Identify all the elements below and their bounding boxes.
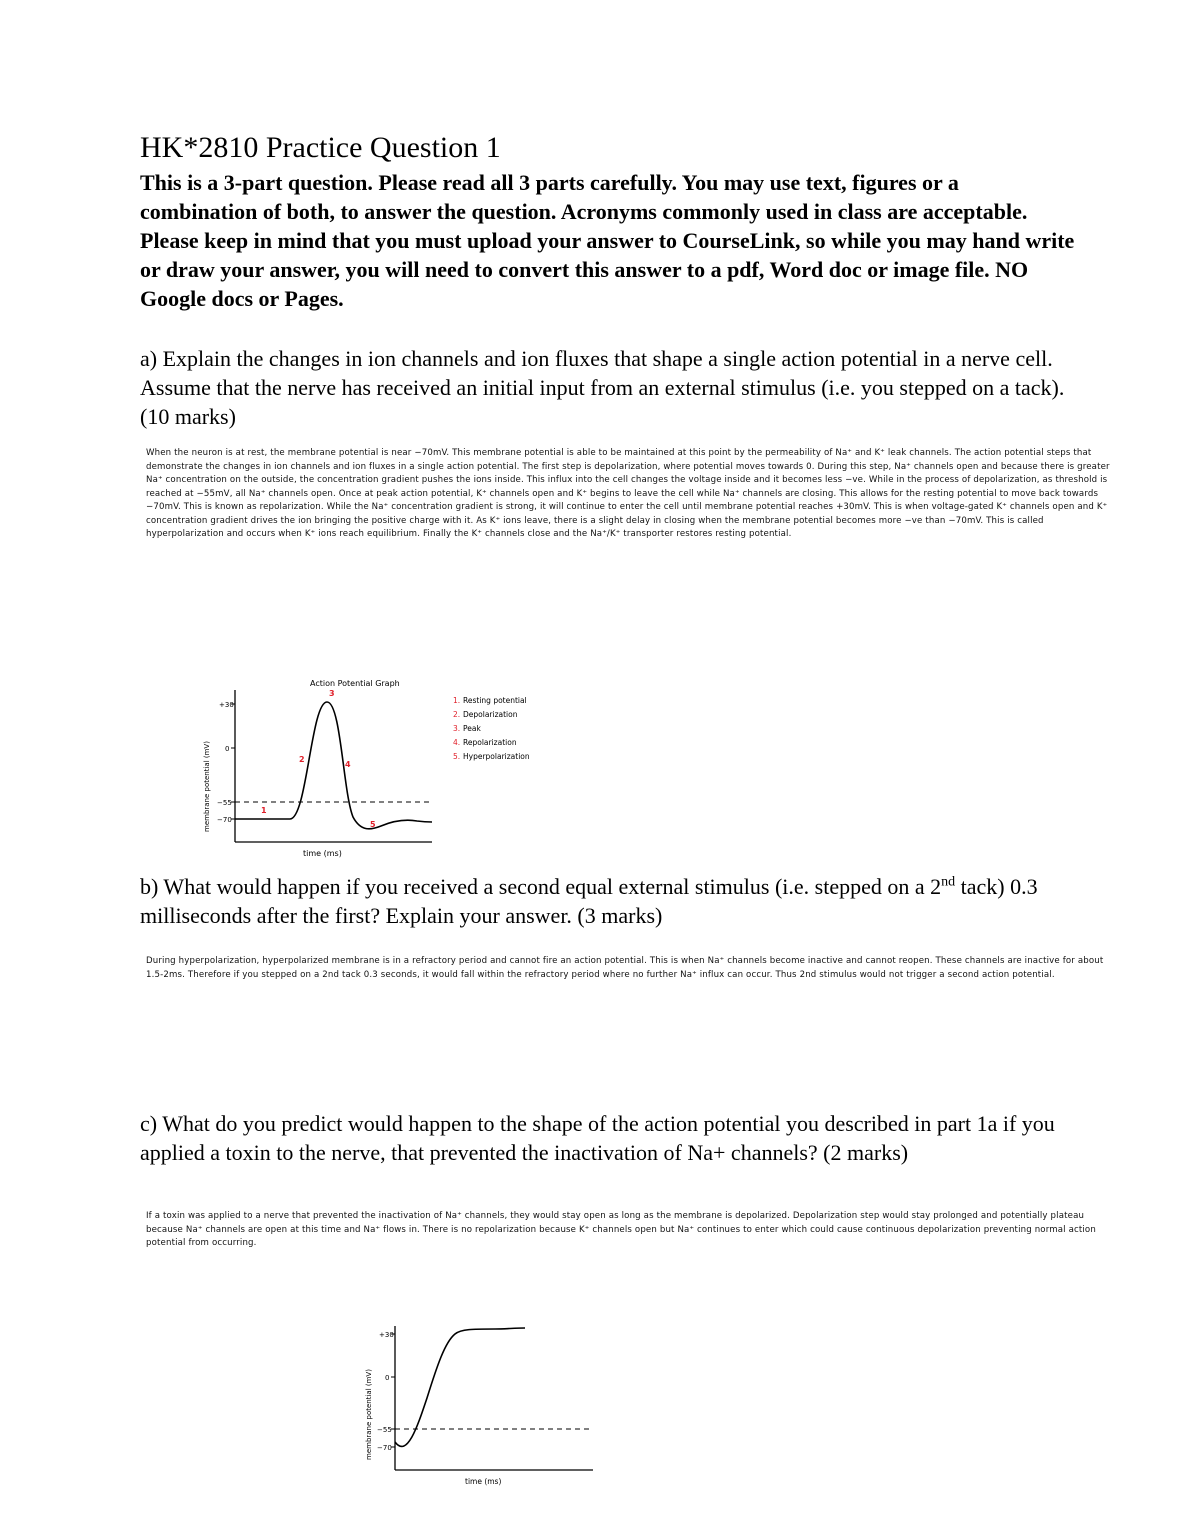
svg-text:Peak: Peak bbox=[463, 724, 481, 733]
y-tick-label: 0 bbox=[385, 1374, 390, 1382]
marker-2: 2 bbox=[299, 755, 305, 764]
answer-a: When the neuron is at rest, the membrane potential is near −70mV. This membrane potential is able to be maintained at this point by the permeability of Na⁺ and K⁺ leak channels. The action potential steps that demonstrate the changes in ion channels and ion fluxes in a single action potential. The first step is depolarization, where potential moves towards 0. During this step, Na⁺ channels open and because there is greater Na⁺ concentration on the outside, the concentration gradient pushes the ions inside. This influx into the cell changes the voltage inside and it becomes less −ve. While in the process of depolarization, as threshold is reached at −55mV, all Na⁺ channels open. Once at peak action potential, K⁺ channels open and K⁺ begins to leave the cell while Na⁺ channels are closing. This allows for the resting potential to move back towards −70mV. This is known as repolarization. While the Na⁺ concentration gradient is strong, it will continue to enter the cell until membrane potential reaches +30mV. This is when voltage-gated K⁺ channels open and K⁺ concentration gradient drives the ion bringing the positive charge with it. As K⁺ ions leave, there is a slight delay in closing when the membrane potential becomes more −ve than −70mV. This is called hyperpolarization and occurs when K⁺ ions reach equilibrium. Finally the K⁺ channels close and the Na⁺/K⁺ transporter restores resting potential. bbox=[146, 448, 1110, 539]
y-tick-label: +30 bbox=[219, 701, 234, 709]
x-axis-label: time (ms) bbox=[303, 849, 342, 858]
marker-3: 3 bbox=[329, 689, 335, 698]
answer-b: During hyperpolarization, hyperpolarized membrane is in a refractory period and cannot fire an action potential. This is when Na⁺ channels become inactive and cannot reopen. These channels are inactive for about 1.5-2ms. Therefore if you stepped on a 2nd tack 0.3 seconds, it would fall within the refractory period where no further Na⁺ influx can occur. Thus 2nd stimulus would not trigger a second action potential. bbox=[146, 956, 1104, 980]
instructions: This is a 3-part question. Please read all 3 parts carefully. You may use text, figures or a combination of both, to answer the question. Acronyms commonly used in class are acceptable. Please keep in mind that you must upload your answer to CourseLink, so while you may hand write or draw your answer, you will need to convert this answer to a pdf, Word doc or image file. NO Google docs or Pages. bbox=[140, 170, 1075, 311]
x-axis-label: time (ms) bbox=[465, 1477, 502, 1486]
svg-text:Resting potential: Resting potential bbox=[463, 696, 527, 705]
document-title: HK*2810 Practice Question 1 bbox=[140, 131, 501, 164]
y-axis-label: membrane potential (mV) bbox=[365, 1369, 373, 1460]
y-tick-label: −55 bbox=[377, 1426, 392, 1434]
svg-text:Hyperpolarization: Hyperpolarization bbox=[463, 752, 530, 761]
action-potential-graph bbox=[195, 672, 575, 864]
y-tick-label: 0 bbox=[225, 745, 230, 753]
y-tick-label: +30 bbox=[379, 1331, 394, 1339]
y-tick-label: −70 bbox=[217, 816, 232, 824]
svg-text:5.: 5. bbox=[453, 752, 461, 761]
toxin-action-potential-graph bbox=[355, 1318, 605, 1490]
graph-title: Action Potential Graph bbox=[310, 679, 400, 688]
svg-text:Repolarization: Repolarization bbox=[463, 738, 517, 747]
marker-4: 4 bbox=[345, 760, 351, 769]
y-tick-label: −70 bbox=[377, 1444, 392, 1452]
svg-text:Depolarization: Depolarization bbox=[463, 710, 518, 719]
answer-c: If a toxin was applied to a nerve that prevented the inactivation of Na⁺ channels, they would stay open as long as the membrane is depolarized. Depolarization step would stay prolonged and potentially plateau because Na⁺ channels are open at this time and Na⁺ flows in. There is no repolarization because K⁺ channels open but Na⁺ continues to enter which could cause continuous depolarization preventing normal action potential from occurring. bbox=[146, 1211, 1096, 1248]
svg-text:1.: 1. bbox=[453, 696, 461, 705]
question-a: a) Explain the changes in ion channels and ion fluxes that shape a single action potential in a nerve cell. Assume that the nerve has received an initial input from an external stimulus (i.e. you stepped on a tack). (10 marks) bbox=[140, 346, 1065, 429]
question-c: c) What do you predict would happen to the shape of the action potential you described in part 1a if you applied a toxin to the nerve, that prevented the inactivation of Na+ channels? (2 marks) bbox=[140, 1111, 1055, 1165]
svg-text:2.: 2. bbox=[453, 710, 461, 719]
y-tick-label: −55 bbox=[217, 799, 232, 807]
y-axis-label: membrane potential (mV) bbox=[203, 741, 211, 832]
svg-text:4.: 4. bbox=[453, 738, 461, 747]
marker-1: 1 bbox=[261, 806, 267, 815]
question-b: b) What would happen if you received a second equal external stimulus (i.e. stepped on a 2nd tack) 0.3 milliseconds after the first? Explain your answer. (3 marks) bbox=[140, 874, 1038, 928]
svg-text:3.: 3. bbox=[453, 724, 461, 733]
marker-5: 5 bbox=[370, 820, 376, 829]
graph-legend bbox=[453, 696, 530, 761]
